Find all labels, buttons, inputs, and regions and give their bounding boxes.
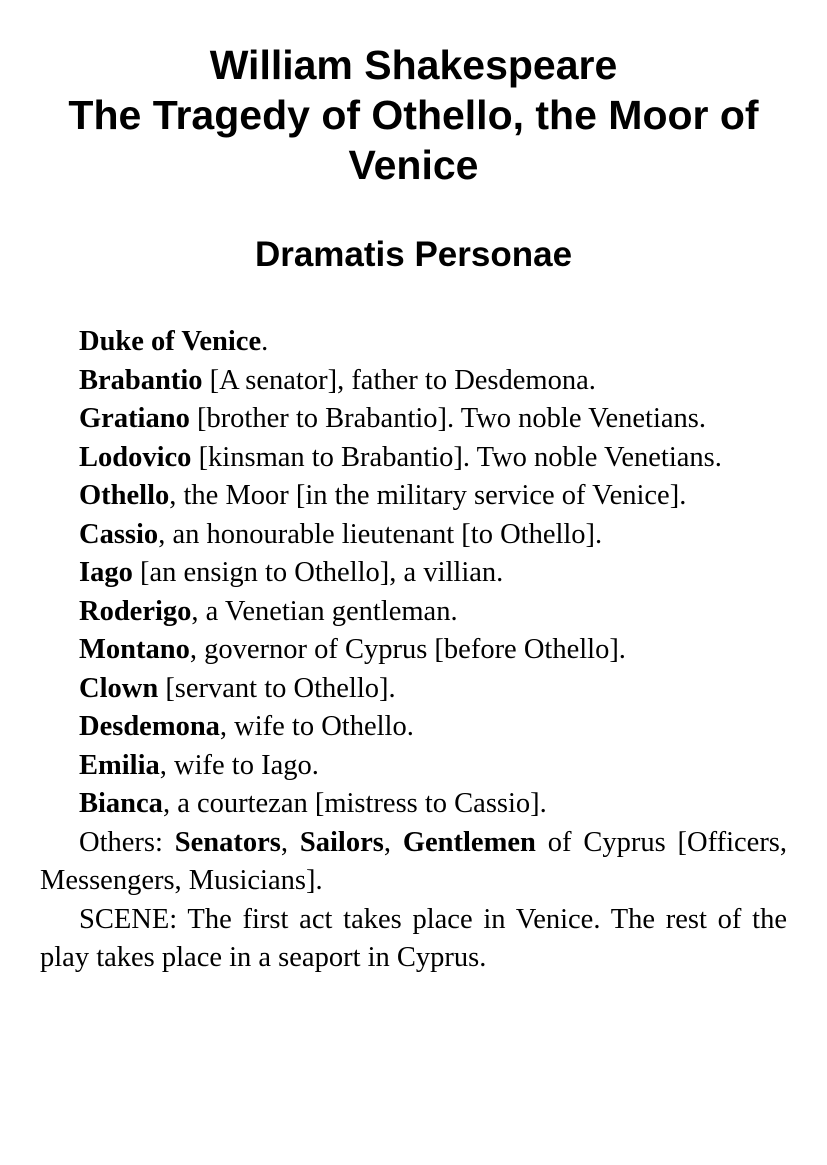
character-name: Brabantio	[79, 364, 203, 396]
others-group-gentlemen: Gentlemen	[402, 826, 536, 858]
character-entry-desdemona	[40, 708, 787, 747]
character-name: Lodovico	[79, 441, 192, 473]
others-separator: ,	[383, 826, 403, 858]
character-description: , an honourable lieutenant [to Othello].	[158, 518, 603, 550]
others-entry	[40, 824, 787, 901]
others-group-sailors: Sailors	[299, 826, 384, 858]
character-name: Bianca	[79, 788, 163, 819]
character-description: , the Moor [in the military service of Venice].	[169, 480, 687, 511]
character-description: [an ensign to Othello], a villian.	[132, 557, 504, 588]
character-entry-lodovico	[40, 439, 787, 478]
character-name: Othello	[79, 480, 170, 511]
character-entry-brabantio	[40, 362, 787, 401]
section-heading: Dramatis Personae	[254, 235, 573, 274]
character-description: , wife to Iago.	[159, 749, 319, 781]
character-name: Gratiano	[79, 403, 190, 434]
character-name: Iago	[79, 557, 133, 588]
scene-note: SCENE: The first act takes place in Venice. The rest of the play takes place in a seaport in Cyprus.	[40, 903, 787, 973]
character-description: , a courtezan [mistress to Cassio].	[162, 788, 547, 819]
character-description: [kinsman to Brabantio]. Two noble Venetians.	[191, 441, 722, 473]
character-name: Montano	[79, 634, 190, 665]
character-name: Clown	[79, 672, 159, 704]
character-entry-iago	[40, 554, 787, 593]
character-name: Desdemona	[79, 711, 220, 742]
author-name: William Shakespeare	[209, 42, 618, 88]
dramatis-personae-list	[40, 323, 787, 978]
character-entry-bianca	[40, 785, 787, 824]
character-name: Emilia	[79, 749, 160, 781]
character-name: Roderigo	[79, 595, 192, 627]
character-description: , governor of Cyprus [before Othello].	[189, 634, 626, 665]
others-prefix: Others:	[79, 826, 175, 858]
character-description: [servant to Othello].	[158, 672, 396, 704]
character-description: .	[261, 326, 269, 357]
play-title: The Tragedy of Othello, the Moor of Venice	[68, 92, 759, 188]
character-entry-roderigo	[40, 593, 787, 632]
character-entry-emilia	[40, 747, 787, 786]
others-suffix: of Cyprus [Officers, Messengers, Musicians].	[40, 826, 788, 896]
document-title	[40, 40, 787, 190]
character-description: [brother to Brabantio]. Two noble Venetians.	[189, 403, 707, 434]
character-entry-cassio	[40, 516, 787, 555]
character-description: [A senator], father to Desdemona.	[202, 364, 596, 396]
character-name: Duke of Venice	[79, 326, 262, 357]
character-entry-montano	[40, 631, 787, 670]
character-entry-clown	[40, 670, 787, 709]
character-entry-duke	[40, 323, 787, 362]
character-description: , wife to Othello.	[219, 711, 414, 742]
character-description: , a Venetian gentleman.	[191, 595, 458, 627]
others-group-senators: Senators	[174, 826, 281, 858]
character-entry-othello	[40, 477, 787, 516]
character-name: Cassio	[79, 518, 159, 550]
others-separator: ,	[280, 826, 300, 858]
document-page	[40, 40, 787, 978]
character-entry-gratiano	[40, 400, 787, 439]
